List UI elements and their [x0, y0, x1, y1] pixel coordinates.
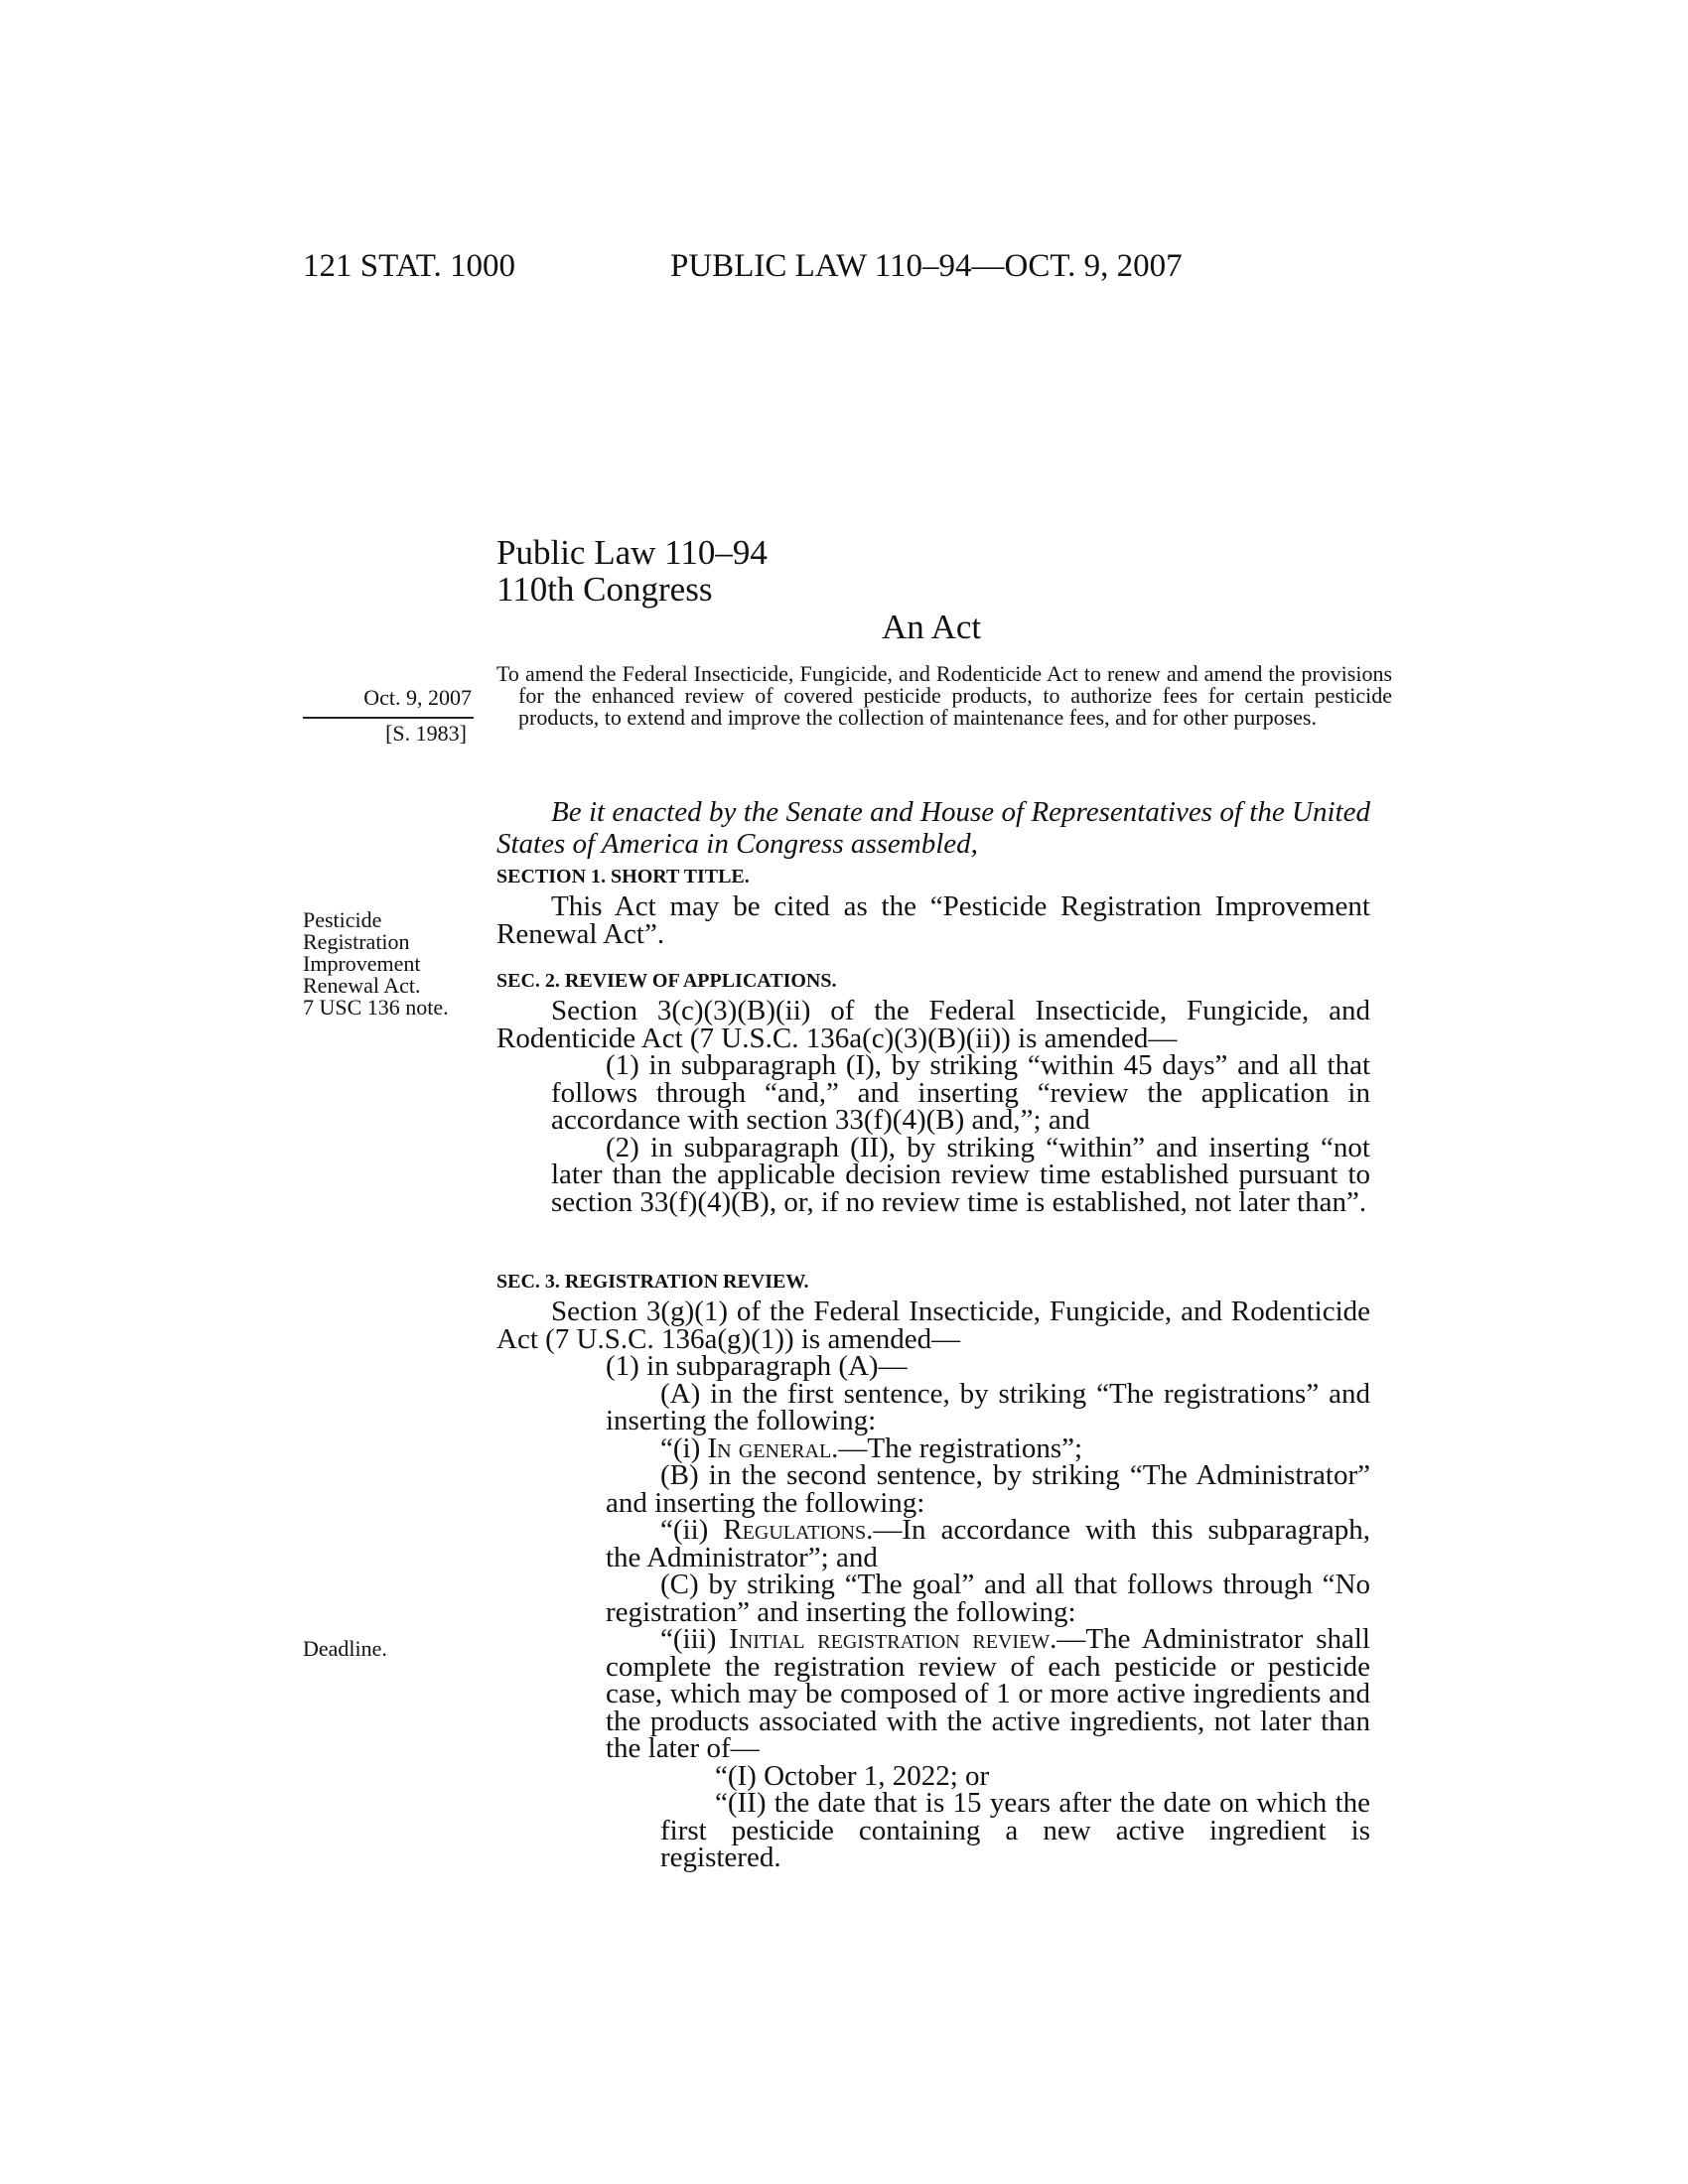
section-3-subparagraph-c: (C) by striking “The goal” and all that follows through “No registration” and inserting the following: [606, 1569, 1370, 1628]
quoted-clause-i [496, 1432, 1370, 1464]
clause-i-heading: In general [707, 1432, 832, 1464]
running-header-center: PUBLIC LAW 110–94—OCT. 9, 2007 [670, 248, 1183, 284]
margin-short-title-note [303, 909, 472, 1019]
section-3-subparagraph-a: (A) in the first sentence, by striking “The registrations” and inserting the following: [606, 1377, 1370, 1436]
congress: 110th Congress [496, 570, 713, 609]
margin-bill-number: [S. 1983] [385, 721, 467, 746]
clause-ii-heading: Regulations [723, 1514, 867, 1546]
margin-rule [303, 717, 474, 719]
clause-ii-text: .—In accordance with this subparagraph, the Administrator”; and [606, 1514, 1370, 1573]
section-3-paragraph-1: (1) in subparagraph (A)— [606, 1350, 908, 1382]
section-2-paragraph-1: (1) in subparagraph (I), by striking “within 45 days” and all that follows through “and,” and inserting “review the application in accordance with section 33(f)(4)(B) and,”; and [551, 1049, 1370, 1136]
purpose-clause: To amend the Federal Insecticide, Fungicide, and Rodenticide Act to renew and amend the provisions for the enhanced review of covered pesticide products, to authorize fees for certain pesticide products, to extend and improve the collection of maintenance fees, and for other purposes. [496, 661, 1392, 730]
enacting-clause: Be it enacted by the Senate and House of Representatives of the United States of America in Congress assembled, [496, 796, 1370, 860]
clause-iii-heading: Initial registration review [729, 1623, 1051, 1655]
margin-note-line: Pesticide [303, 907, 382, 932]
margin-date: Oct. 9, 2007 [363, 685, 472, 710]
section-1-heading: SECTION 1. SHORT TITLE. [496, 866, 750, 887]
margin-note-line: Renewal Act. [303, 973, 421, 998]
section-3-subparagraph-b: (B) in the second sentence, by striking “The Administrator” and inserting the following: [606, 1459, 1370, 1519]
section-3-intro: Section 3(g)(1) of the Federal Insecticide, Fungicide, and Rodenticide Act (7 U.S.C. 136a(g)(1)) is amended— [496, 1296, 1370, 1355]
section-2-paragraph-2: (2) in subparagraph (II), by striking “within” and inserting “not later than the applicable decision review time established pursuant to section 33(f)(4)(B), or, if no review time is established, not later than”. [551, 1131, 1370, 1218]
clause-i-prefix: “(i) [660, 1432, 708, 1464]
clause-ii-prefix: “(ii) [660, 1514, 724, 1546]
clause-iii-prefix: “(iii) [660, 1623, 730, 1655]
quoted-clause-ii [496, 1514, 1370, 1573]
section-3-body [496, 1298, 1370, 1872]
margin-deadline-note: Deadline. [303, 1636, 387, 1661]
section-2-intro: Section 3(c)(3)(B)(ii) of the Federal Insecticide, Fungicide, and Rodenticide Act (7 U.S.C. 136a(c)(3)(B)(ii)) is amended— [496, 995, 1370, 1054]
clause-i-text: .—The registrations”; [831, 1432, 1083, 1464]
section-1-text: This Act may be cited as the “Pesticide Registration Improvement Renewal Act”. [496, 890, 1370, 950]
quoted-clause-iii [496, 1623, 1370, 1764]
section-2-heading: SEC. 2. REVIEW OF APPLICATIONS. [496, 970, 837, 992]
section-1-body [496, 890, 1370, 950]
clause-iii-text: .—The Administrator shall complete the registration review of each pesticide or pesticide case, which may be composed of 1 or more active ingredients and the products associated with the active ingredients, not later than the later of— [606, 1623, 1370, 1764]
margin-note-line: 7 USC 136 note. [303, 995, 449, 1020]
section-3-heading: SEC. 3. REGISTRATION REVIEW. [496, 1271, 809, 1293]
margin-note-line: Registration [303, 929, 410, 954]
section-2-body [496, 995, 1370, 1218]
quoted-subclause-i: “(I) October 1, 2022; or [715, 1759, 990, 1792]
running-header-left: 121 STAT. 1000 [303, 248, 516, 284]
law-number: Public Law 110–94 [496, 533, 768, 572]
act-heading: An Act [882, 608, 982, 646]
margin-note-line: Improvement [303, 951, 421, 976]
quoted-subclause-ii: “(II) the date that is 15 years after the date on which the first pesticide containing a new active ingredient is registered. [660, 1787, 1370, 1873]
